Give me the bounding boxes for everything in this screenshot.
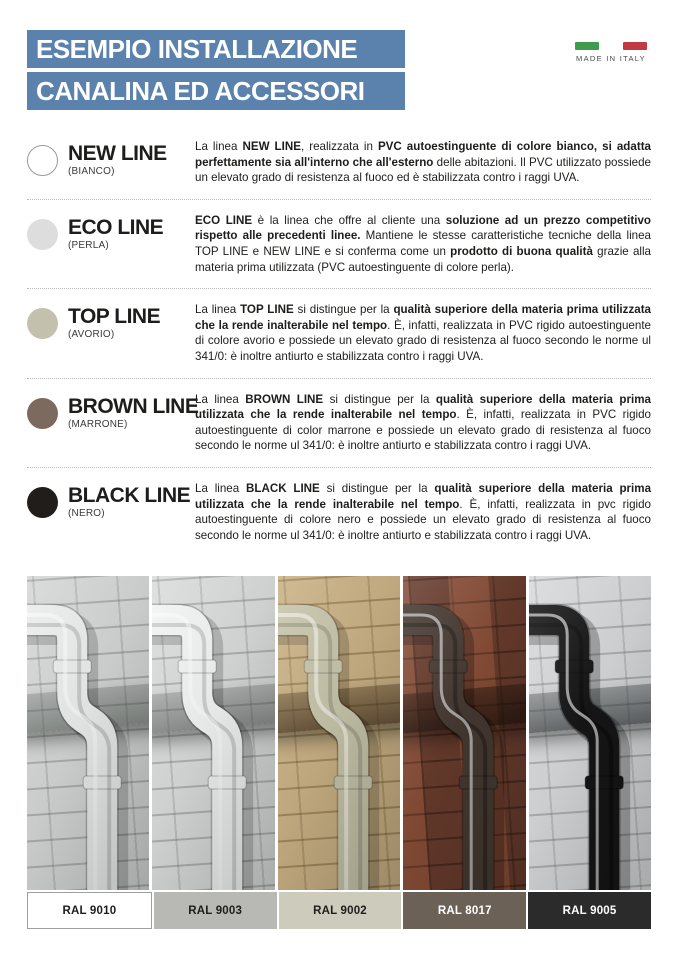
product-line-section-brown-line: [27, 378, 651, 467]
made-in-italy-label: MADE IN ITALY: [576, 54, 646, 63]
line-name: BLACK LINE: [68, 483, 191, 507]
line-color-name: (MARRONE): [68, 418, 128, 430]
product-line-section-eco-line: [27, 199, 651, 288]
color-swatch-circle-bianco: [27, 145, 58, 176]
line-head: [27, 481, 195, 543]
color-swatch-circle-avorio: [27, 308, 58, 339]
line-color-name: (PERLA): [68, 239, 109, 251]
product-photo-eco-line: [152, 576, 274, 890]
product-lines: [27, 126, 651, 556]
product-line-section-new-line: [27, 126, 651, 199]
line-head: [27, 392, 199, 454]
line-name: TOP LINE: [68, 305, 161, 329]
flag-green-stripe: [575, 42, 599, 50]
downpipe-graphic: [152, 576, 274, 890]
line-description: La linea BROWN LINE si distingue per la qualità superiore della materia prima utilizzata che la rende inalterabile nel tempo. È, infatti, realizzata in PVC rigido autoestinguente di color marrone e possiede un elevato grado di resistenza al fuoco secondo le norme ul 341/0: è inoltre antiurto e stabilizzata contro i raggi UVA.: [195, 392, 651, 453]
product-line-section-top-line: [27, 288, 651, 377]
product-gallery: [27, 576, 651, 890]
flag-white-stripe: [599, 42, 623, 50]
line-description: La linea BLACK LINE si distingue per la qualità superiore della materia prima utilizzata che la rende inalterabile nel tempo. È, infatti, realizzata in pvc rigido autoestinguente di colore nero e possiede un elevato grado di resistenza al fuoco secondo le norme ul 341/0: è inoltre antiurto e stabilizzata contro i raggi UVA.: [195, 481, 652, 542]
ral-swatch-9005: RAL 9005: [528, 892, 651, 929]
product-photo-new-line: [27, 576, 149, 890]
downpipe-graphic: [403, 576, 525, 890]
ral-color-bar: [27, 892, 651, 929]
page-title-line-1: ESEMPIO INSTALLAZIONE: [27, 30, 405, 68]
line-name: BROWN LINE: [68, 394, 199, 418]
page-header: [27, 30, 651, 110]
line-description: La linea TOP LINE si distingue per la qualità superiore della materia prima utilizzata che la rende inalterabile nel tempo. È, infatti, realizzata in PVC rigido autoestinguente di colore avorio e possiede un elevato grado di resistenza al fuoco secondo le norme ul 341/0: è inoltre antiurto e stabilizzata contro i raggi UVA.: [195, 303, 652, 363]
italy-flag-icon: [565, 42, 657, 50]
ral-swatch-9010: RAL 9010: [27, 892, 152, 929]
line-description: ECO LINE è la linea che offre al cliente una soluzione ad un prezzo competitivo rispetto alle precedenti linee. Mantiene le stesse caratteristiche tecniche della linea TOP LINE e NEW LINE e si conferma come un prodotto di buona qualità grazie alla materia prima utilizzata (PVC autoestinguente di colore perla).: [195, 213, 652, 274]
downpipe-graphic: [278, 576, 400, 890]
downpipe-graphic: [529, 576, 651, 890]
line-color-name: (AVORIO): [68, 329, 115, 341]
line-name: ECO LINE: [68, 215, 164, 239]
product-line-section-black-line: [27, 467, 651, 556]
product-photo-black-line: [529, 576, 651, 890]
flag-red-stripe: [623, 42, 647, 50]
ral-swatch-8017: RAL 8017: [403, 892, 526, 929]
line-color-name: (NERO): [68, 507, 105, 519]
product-photo-top-line: [278, 576, 400, 890]
color-swatch-circle-nero: [27, 487, 58, 518]
ral-swatch-9002: RAL 9002: [279, 892, 402, 929]
product-photo-brown-line: [403, 576, 525, 890]
page-title-line-2: CANALINA ED ACCESSORI: [27, 72, 405, 110]
line-description: La linea NEW LINE, realizzata in PVC autoestinguente di colore bianco, si adatta perfettamente sia all'interno che all'esterno delle abitazioni. Il PVC utilizzato possiede un elevato grado di resistenza al fuoco ed è stabilizzata contro i raggi UVA.: [195, 140, 652, 185]
line-head: [27, 213, 195, 275]
line-head: [27, 139, 195, 186]
line-color-name: (BIANCO): [68, 166, 115, 178]
made-in-italy-badge: [565, 42, 657, 63]
color-swatch-circle-perla: [27, 219, 58, 250]
downpipe-graphic: [27, 576, 149, 890]
line-name: NEW LINE: [68, 142, 167, 165]
line-head: [27, 302, 195, 364]
color-swatch-circle-marrone: [27, 398, 58, 429]
ral-swatch-9003: RAL 9003: [154, 892, 277, 929]
